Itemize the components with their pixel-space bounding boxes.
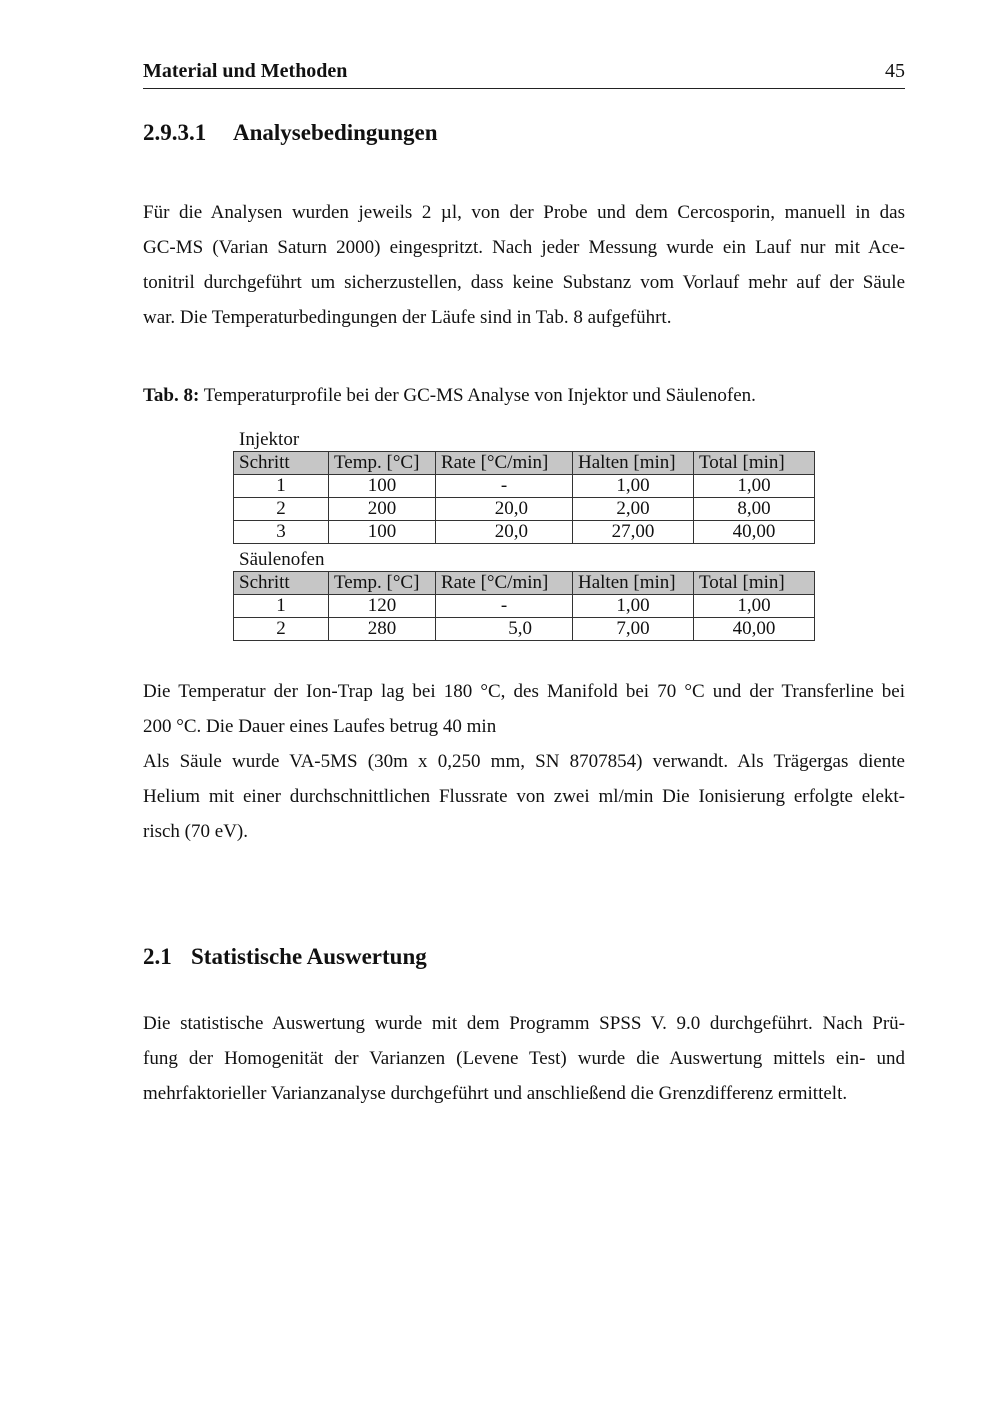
column-header: Total [min]	[694, 452, 815, 475]
table-cell: 280	[329, 618, 436, 641]
column-header: Halten [min]	[573, 452, 694, 475]
paragraph-analysebedingungen	[143, 195, 905, 335]
table-cell: 1,00	[694, 475, 815, 498]
column-header: Temp. [°C]	[329, 572, 436, 595]
table-cell: 3	[234, 521, 329, 544]
table-row	[234, 475, 815, 498]
table-cell: 27,00	[573, 521, 694, 544]
table-cell: 5,0	[436, 618, 573, 641]
table-cell: 2,00	[573, 498, 694, 521]
table-cell: 2	[234, 618, 329, 641]
section-heading-analysebedingungen	[143, 118, 438, 148]
table-row	[234, 618, 815, 641]
paragraph-line: tonitril durchgeführt um sicherzustellen, dass keine Substanz vom Vorlauf mehr auf der Säule	[143, 272, 905, 293]
table-cell: -	[436, 475, 573, 498]
injektor-table	[233, 451, 815, 544]
paragraph-line: Die statistische Auswertung wurde mit dem Programm SPSS V. 9.0 durchgeführt. Nach Prü-	[143, 1013, 905, 1034]
table-group-label-injektor: Injektor	[239, 429, 300, 450]
table-cell: -	[436, 595, 573, 618]
table-cell: 1,00	[573, 595, 694, 618]
column-header: Total [min]	[694, 572, 815, 595]
table-cell: 1	[234, 595, 329, 618]
column-header: Rate [°C/min]	[436, 572, 573, 595]
table-row	[234, 521, 815, 544]
table-cell: 1,00	[573, 475, 694, 498]
table-cell: 20,0	[436, 498, 573, 521]
paragraph-line: Helium mit einer durchschnittlichen Flussrate von zwei ml/min Die Ionisierung erfolgte elekt-	[143, 786, 905, 807]
column-header: Schritt	[234, 572, 329, 595]
table-group-label-saeulenofen: Säulenofen	[239, 549, 325, 570]
paragraph-line: Die Temperatur der Ion-Trap lag bei 180 °C, des Manifold bei 70 °C und der Transferline bei	[143, 681, 905, 702]
section-number: 2.1	[143, 944, 172, 969]
table-cell: 40,00	[694, 521, 815, 544]
table-cell: 8,00	[694, 498, 815, 521]
table-caption-text: Temperaturprofile bei der GC-MS Analyse von Injektor und Säulenofen.	[199, 385, 756, 406]
table-cell: 200	[329, 498, 436, 521]
column-header: Halten [min]	[573, 572, 694, 595]
paragraph-line: Als Säule wurde VA-5MS (30m x 0,250 mm, SN 8707854) verwandt. Als Trägergas diente	[143, 751, 905, 772]
table-row	[234, 498, 815, 521]
table-header-row	[234, 452, 815, 475]
table-cell: 100	[329, 521, 436, 544]
paragraph-line: 200 °C. Die Dauer eines Laufes betrug 40 min	[143, 716, 497, 737]
paragraph-line: war. Die Temperaturbedingungen der Läufe sind in Tab. 8 aufgeführt.	[143, 307, 672, 328]
section-heading-statistische-auswertung	[143, 942, 427, 972]
section-title: Analysebedingungen	[233, 120, 438, 145]
table-cell: 40,00	[694, 618, 815, 641]
table-cell: 2	[234, 498, 329, 521]
paragraph-line: GC-MS (Varian Saturn 2000) eingespritzt. Nach jeder Messung wurde ein Lauf nur mit Ace-	[143, 237, 905, 258]
table-cell: 100	[329, 475, 436, 498]
table-cell: 1	[234, 475, 329, 498]
column-header: Temp. [°C]	[329, 452, 436, 475]
running-header	[143, 58, 905, 89]
table-cell: 120	[329, 595, 436, 618]
column-header: Rate [°C/min]	[436, 452, 573, 475]
header-chapter-title: Material und Methoden	[143, 60, 348, 82]
table-header-row	[234, 572, 815, 595]
paragraph-gcms-conditions	[143, 674, 905, 849]
table-cell: 7,00	[573, 618, 694, 641]
table-cell: 20,0	[436, 521, 573, 544]
paragraph-statistische-auswertung	[143, 1006, 905, 1111]
table-row	[234, 595, 815, 618]
section-number: 2.9.3.1	[143, 120, 207, 145]
paragraph-line: fung der Homogenität der Varianzen (Levene Test) wurde die Auswertung mittels ein- und	[143, 1048, 905, 1069]
table-cell: 1,00	[694, 595, 815, 618]
saeulenofen-table	[233, 571, 815, 641]
table-caption	[143, 382, 756, 410]
paragraph-line: Für die Analysen wurden jeweils 2 µl, von der Probe und dem Cercosporin, manuell in das	[143, 202, 905, 223]
table-caption-label: Tab. 8:	[143, 385, 200, 406]
page-number: 45	[885, 60, 905, 82]
paragraph-line: mehrfaktorieller Varianzanalyse durchgeführt und anschließend die Grenzdifferenz ermittelt.	[143, 1083, 848, 1104]
column-header: Schritt	[234, 452, 329, 475]
paragraph-line: risch (70 eV).	[143, 821, 248, 842]
section-title: Statistische Auswertung	[191, 944, 427, 969]
